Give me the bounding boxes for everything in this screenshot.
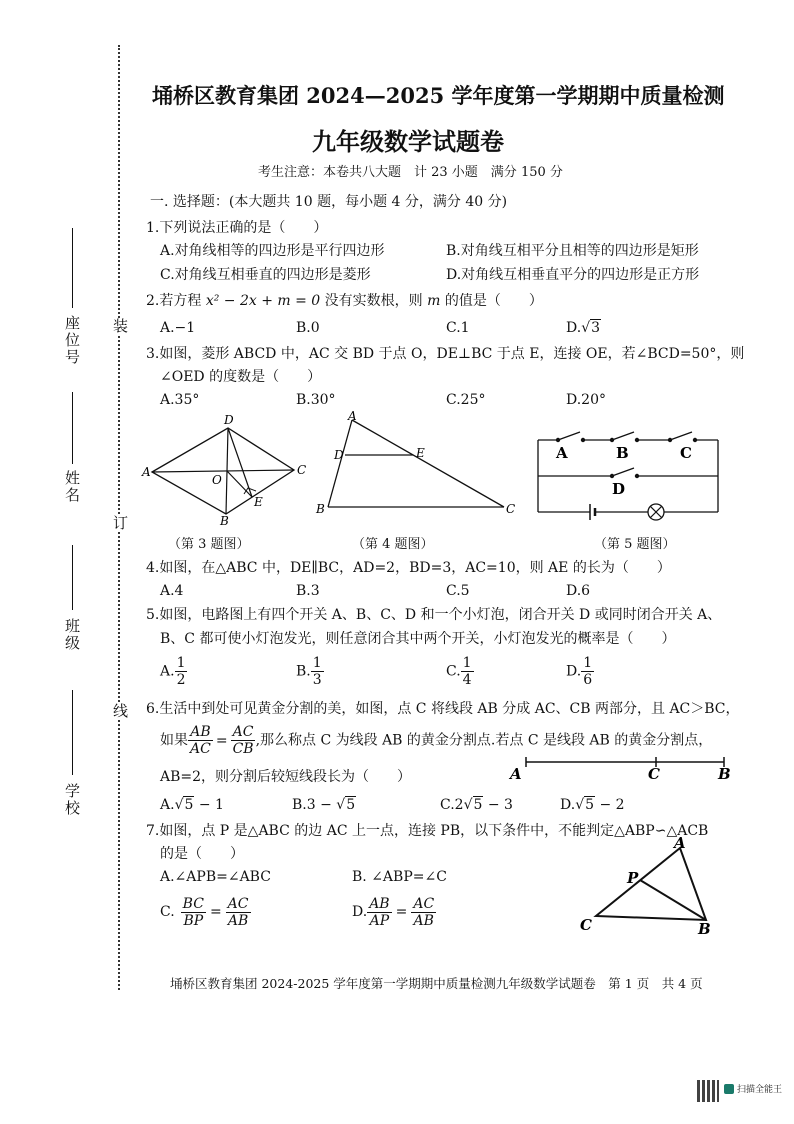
class-label: 班级 [63, 618, 81, 652]
q6-stem-line2 [160, 724, 712, 757]
figure-5-caption: （第 5 题图） [594, 537, 676, 552]
page-footer: 埇桥区教育集团 2024-2025 学年度第一学期期中质量检测九年级数学试题卷 第 1 页 共 4 页 [170, 976, 703, 991]
q5-option-a [160, 655, 187, 688]
q3-option-a: A.35° [160, 392, 200, 408]
q5-c-numerator: 1 [462, 655, 472, 671]
q2-equation: x² − 2x + m = 0 [205, 293, 321, 309]
q7-option-d-prefix: D. [352, 904, 368, 920]
q5-option-d [566, 655, 594, 688]
q6-option-c: C.2√5 − 3 [440, 797, 513, 813]
q2-stem [146, 292, 543, 310]
q5-a-denominator: 2 [176, 672, 186, 688]
q7-d-frac1-den: AP [369, 912, 390, 929]
figure-4-triangle [312, 410, 522, 525]
q6-frac1-num: AB [190, 724, 211, 740]
fig4-label-A: A [348, 410, 357, 423]
q6-equals: = [215, 732, 228, 749]
q5-stem-line2: B、C 都可使小灯泡发光，则任意闭合其中两个开关，小灯泡发光的概率是（ ） [160, 631, 676, 647]
section-heading: 一. 选择题：(本大题共 10 题，每小题 4 分，满分 40 分) [150, 194, 508, 210]
q2-option-a: A.−1 [160, 320, 196, 336]
q1-option-a: A.对角线相等的四边形是平行四边形 [160, 243, 385, 259]
fig3-label-O: O [212, 473, 222, 487]
q2-stem-post2: 的值是（ ） [440, 293, 543, 309]
fig3-label-A: A [142, 465, 151, 479]
figure-3-rhombus [140, 412, 315, 527]
q6-option-a-prefix: A. [160, 797, 175, 813]
q5-option-d-prefix: D. [566, 663, 582, 680]
fig3-label-C: C [297, 463, 307, 477]
q6-stem-line1: 6.生活中到处可见黄金分割的美，如图，点 C 将线段 AB 分成 AC、CB 两部分，且 AC＞BC， [146, 701, 740, 717]
q2-option-d: D.√3 [566, 320, 601, 336]
fig4-label-D: D [334, 448, 344, 462]
figure-7-triangle [574, 836, 724, 940]
q5-c-denominator: 4 [462, 672, 472, 688]
q7-option-c [160, 892, 251, 932]
q7-stem-line1: 7.如图，点 P 是△ABC 的边 AC 上一点，连接 PB，以下条件中，不能判定△ABP∽△ACB [146, 823, 709, 839]
q6-option-b-radicand: 5 [346, 797, 356, 813]
fig3-label-E: E [254, 495, 263, 509]
fig3-label-D: D [224, 413, 234, 427]
q5-d-denominator: 6 [583, 672, 593, 688]
q2-stem-pre: 2.若方程 [146, 293, 206, 309]
scanner-logo-icon [724, 1084, 734, 1094]
school-field-line [72, 690, 73, 775]
q7-c-equals: = [209, 904, 222, 920]
q2-option-d-radicand: 3 [591, 320, 601, 336]
binding-label-ding: 订 [111, 515, 129, 532]
q7-d-frac1-num: AB [369, 895, 390, 912]
fig4-label-B: B [316, 502, 325, 516]
q5-option-b-prefix: B. [296, 663, 311, 680]
seat-label: 座位号 [63, 315, 81, 366]
page-subtitle: 九年级数学试题卷 [312, 127, 504, 156]
q3-option-d: D.20° [566, 392, 606, 408]
fig7-label-C: C [580, 916, 592, 934]
q6-stem-post: ,那么称点 C 为线段 AB 的黄金分割点.若点 C 是线段 AB 的黄金分割点， [255, 732, 713, 749]
q7-option-d [352, 892, 436, 932]
q2-option-d-prefix: D. [566, 320, 582, 336]
q6-frac2-den: CB [232, 741, 254, 757]
q4-stem: 4.如图，在△ABC 中，DE∥BC，AD=2，BD=3，AC=10，则 AE 的长为（ ） [146, 560, 671, 576]
q6-option-c-radicand: 5 [473, 797, 483, 813]
q1-option-d: D.对角线互相垂直平分的四边形是正方形 [446, 267, 700, 283]
q5-b-numerator: 1 [312, 655, 322, 671]
fig4-label-E: E [416, 446, 425, 460]
q6-stem-pre: 如果 [160, 732, 188, 749]
q7-c-frac1-den: BP [183, 912, 204, 929]
q6-option-a: A.√5 − 1 [160, 797, 224, 813]
q6-option-b: B.3 − √5 [292, 797, 356, 813]
q4-option-b: B.3 [296, 583, 320, 599]
q1-stem: 1.下列说法正确的是（ ） [146, 220, 328, 236]
q5-a-numerator: 1 [176, 655, 186, 671]
fig7-label-A: A [674, 836, 686, 852]
q6-option-c-prefix: C.2 [440, 797, 464, 813]
figure-4-caption: （第 4 题图） [352, 537, 434, 552]
q1-option-b: B.对角线互相平分且相等的四边形是矩形 [446, 243, 699, 259]
q3-stem-line2: ∠OED 的度数是（ ） [160, 369, 322, 385]
watermark-text: 扫描全能王 [737, 1085, 783, 1095]
q7-option-b: B. ∠ABP=∠C [352, 869, 447, 885]
q6-option-d-suffix: − 2 [595, 797, 625, 813]
q3-stem-line1: 3.如图，菱形 ABCD 中，AC 交 BD 于点 O，DE⊥BC 于点 E，连接 OE，若∠BCD=50°，则 [146, 346, 745, 362]
q1-option-c: C.对角线互相垂直的四边形是菱形 [160, 267, 371, 283]
q4-option-a: A.4 [160, 583, 184, 599]
q3-option-b: B.30° [296, 392, 336, 408]
qr-code-icon [697, 1080, 719, 1102]
q7-d-frac2-num: AC [413, 895, 435, 912]
fig5-switch-A: A [556, 444, 568, 462]
q5-option-c [446, 655, 474, 688]
fig5-switch-C: C [680, 444, 692, 462]
q6-seg-label-C: C [648, 765, 660, 783]
q2-option-b: B.0 [296, 320, 320, 336]
q7-stem-line2: 的是（ ） [160, 846, 244, 862]
seat-field-line [72, 228, 73, 308]
q6-option-c-suffix: − 3 [483, 797, 513, 813]
school-label: 学校 [63, 783, 81, 817]
q3-option-c: C.25° [446, 392, 486, 408]
q6-golden-section-segment [508, 754, 744, 784]
q7-option-a: A.∠APB=∠ABC [160, 869, 271, 885]
q2-option-c: C.1 [446, 320, 470, 336]
q6-option-a-suffix: − 1 [194, 797, 224, 813]
q2-stem-post: 没有实数根，则 [320, 293, 428, 309]
binding-label-xian: 线 [111, 703, 129, 720]
q6-option-a-radicand: 5 [184, 797, 194, 813]
q4-option-c: C.5 [446, 583, 470, 599]
q5-option-c-prefix: C. [446, 663, 461, 680]
q4-option-d: D.6 [566, 583, 591, 599]
fig5-switch-B: B [616, 444, 629, 462]
q6-option-b-prefix: B.3 − [292, 797, 337, 813]
q7-c-frac2-den: AB [227, 912, 249, 929]
q7-c-frac1-num: BC [182, 895, 204, 912]
q7-d-frac2-den: AB [413, 912, 434, 929]
q6-frac1-den: AC [190, 741, 211, 757]
fig7-label-B: B [698, 920, 711, 938]
fig5-switch-D: D [612, 480, 626, 498]
fig3-label-B: B [220, 514, 229, 527]
q5-option-a-prefix: A. [160, 663, 175, 680]
q7-option-c-prefix: C. [160, 904, 175, 920]
q2-variable: m [427, 293, 441, 309]
q6-seg-label-A: A [510, 765, 522, 783]
q6-option-d-prefix: D. [560, 797, 576, 813]
figure-3-caption: （第 3 题图） [168, 537, 250, 552]
q6-option-d: D.√5 − 2 [560, 797, 625, 813]
q5-option-b [296, 655, 324, 688]
q6-seg-label-B: B [718, 765, 731, 783]
q7-d-equals: = [395, 904, 408, 920]
q5-stem-line1: 5.如图，电路图上有四个开关 A、B、C、D 和一个小灯泡，闭合开关 D 或同时闭合开关 A、 [146, 607, 722, 623]
fig4-label-C: C [506, 502, 516, 516]
binding-label-zhuang: 装 [111, 318, 129, 335]
name-field-line [72, 392, 73, 464]
class-field-line [72, 545, 73, 610]
q7-c-frac2-num: AC [227, 895, 249, 912]
fig7-label-P: P [627, 869, 639, 887]
exam-notice: 考生注意：本卷共八大题 计 23 小题 满分 150 分 [258, 165, 563, 180]
page-title: 埇桥区教育集团 2024—2025 学年度第一学期期中质量检测 [152, 83, 725, 108]
q5-b-denominator: 3 [312, 672, 322, 688]
q5-d-numerator: 1 [583, 655, 593, 671]
q6-stem-line3: AB=2，则分割后较短线段长为（ ） [160, 769, 412, 785]
q6-frac2-num: AC [232, 724, 254, 740]
figure-5-circuit [528, 426, 728, 526]
q6-option-d-radicand: 5 [585, 797, 595, 813]
name-label: 姓名 [63, 470, 81, 504]
